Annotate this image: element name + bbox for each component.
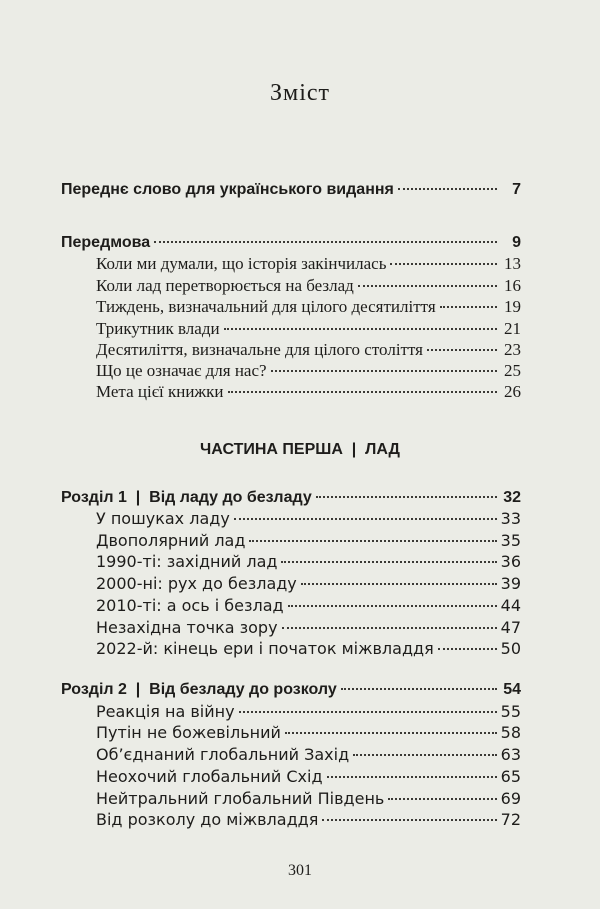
toc-page-number: 26 [504,382,521,401]
leader-dots [353,753,497,756]
toc-page-number: 19 [504,297,521,316]
leader-dots [388,797,496,800]
toc-entry-label: Реакція на війну [96,702,235,721]
toc-entry-label: Об’єднаний глобальний Захід [96,745,350,764]
toc-entry-label: Коли лад перетворюється на безлад [96,276,354,295]
leader-dots [154,240,497,243]
leader-dots [271,369,497,372]
leader-dots [390,262,497,265]
page-number-footer: 301 [288,862,312,879]
leader-dots [282,626,497,629]
toc-page-number: 13 [504,254,521,273]
toc-page-number: 65 [500,767,521,786]
toc-subentry [96,360,521,382]
toc-entry-label: У пошуках ладу [96,509,230,528]
toc-page-number: 7 [512,181,521,198]
toc-entry-label: Трикутник влади [96,319,220,338]
leader-dots [440,305,497,308]
toc-page-number: 25 [504,361,521,380]
toc-entry-label: Від розколу до міжвладдя [96,810,319,829]
leader-dots [285,731,497,734]
toc-subentry [96,573,521,595]
toc-page-number: 33 [500,509,521,528]
toc-subentry [96,744,521,766]
leader-dots [301,582,497,585]
toc-entry-label: Що це означає для нас? [96,361,267,380]
toc-page-number: 21 [504,319,521,338]
leader-dots [427,348,497,351]
leader-dots [224,327,497,330]
leader-dots [281,560,496,563]
toc-entry-label: 2000-ні: рух до безладу [96,574,297,593]
toc-subentry [96,722,521,744]
toc-entry-label: Передмова [61,234,151,251]
toc-entry-chapter-1 [61,487,521,509]
toc-page-number: 54 [503,681,521,698]
toc-page-number: 44 [500,596,521,615]
toc-entry-label: Розділ 2 | Від безладу до розколу [61,681,337,698]
toc-entry-label: Розділ 1 | Від ладу до безладу [61,489,312,506]
toc-subentry [96,296,521,318]
toc-page-number: 39 [500,574,521,593]
toc-subentry [96,530,521,552]
toc-subentry [96,701,521,723]
toc-entry-label: 2022-й: кінець ери і початок міжвладдя [96,639,434,658]
toc-subentry [96,381,521,403]
toc-entry-label: 2010-ті: а ось і безлад [96,596,284,615]
toc-entry-label: Мета цієї книжки [96,382,224,401]
toc-entry-label: Путін не божевільний [96,723,281,742]
toc-entry-label: 1990-ті: західний лад [96,552,278,571]
toc-subentry [96,617,521,639]
toc-entry-chapter-2 [61,679,521,701]
toc-subentry [96,788,521,810]
toc-page-number: 72 [500,810,521,829]
toc-subentry [96,809,521,831]
toc-entry-label: Тиждень, визначальний для цілого десятиліття [96,297,436,316]
toc-page-number: 58 [500,723,521,742]
toc-page-number: 55 [500,702,521,721]
toc-page-number: 32 [503,489,521,506]
toc-page-number: 23 [504,340,521,359]
toc-entry-label: Переднє слово для українського видання [61,181,394,198]
toc-entry-label: Десятиліття, визначальне для цілого століття [96,340,423,359]
toc-page-number: 63 [500,745,521,764]
leader-dots [249,539,496,542]
toc-subentry [96,253,521,275]
toc-subentry [96,766,521,788]
page-title: Зміст [269,80,331,106]
leader-dots [239,710,497,713]
leader-dots [234,517,497,520]
leader-dots [228,390,497,393]
toc-subentry [96,638,521,660]
leader-dots [316,495,497,498]
toc-entry-preface [61,232,521,254]
toc-page-number: 47 [500,618,521,637]
leader-dots [358,284,497,287]
leader-dots [341,687,497,690]
toc-subentry [96,551,521,573]
toc-page-number: 35 [500,531,521,550]
part-heading: ЧАСТИНА ПЕРША | ЛАД [200,441,400,458]
toc-entry-label: Коли ми думали, що історія закінчилась [96,254,387,273]
leader-dots [288,604,497,607]
toc-entry-label: Двополярний лад [96,531,246,550]
toc-page-number: 9 [512,234,521,251]
toc-page-number: 50 [500,639,521,658]
toc-entry-label: Неохочий глобальний Схід [96,767,323,786]
toc-entry-foreword [61,179,521,201]
leader-dots [322,818,496,821]
toc-subentry [96,508,521,530]
toc-subentry [96,595,521,617]
toc-page-number: 36 [500,552,521,571]
toc-subentry [96,275,521,297]
leader-dots [438,647,497,650]
toc-entry-label: Нейтральний глобальний Південь [96,789,385,808]
leader-dots [398,187,497,190]
toc-page-number: 16 [504,276,521,295]
toc-entry-label: Незахідна точка зору [96,618,278,637]
toc-subentry [96,339,521,361]
toc-page-number: 69 [500,789,521,808]
toc-subentry [96,318,521,340]
leader-dots [327,775,497,778]
